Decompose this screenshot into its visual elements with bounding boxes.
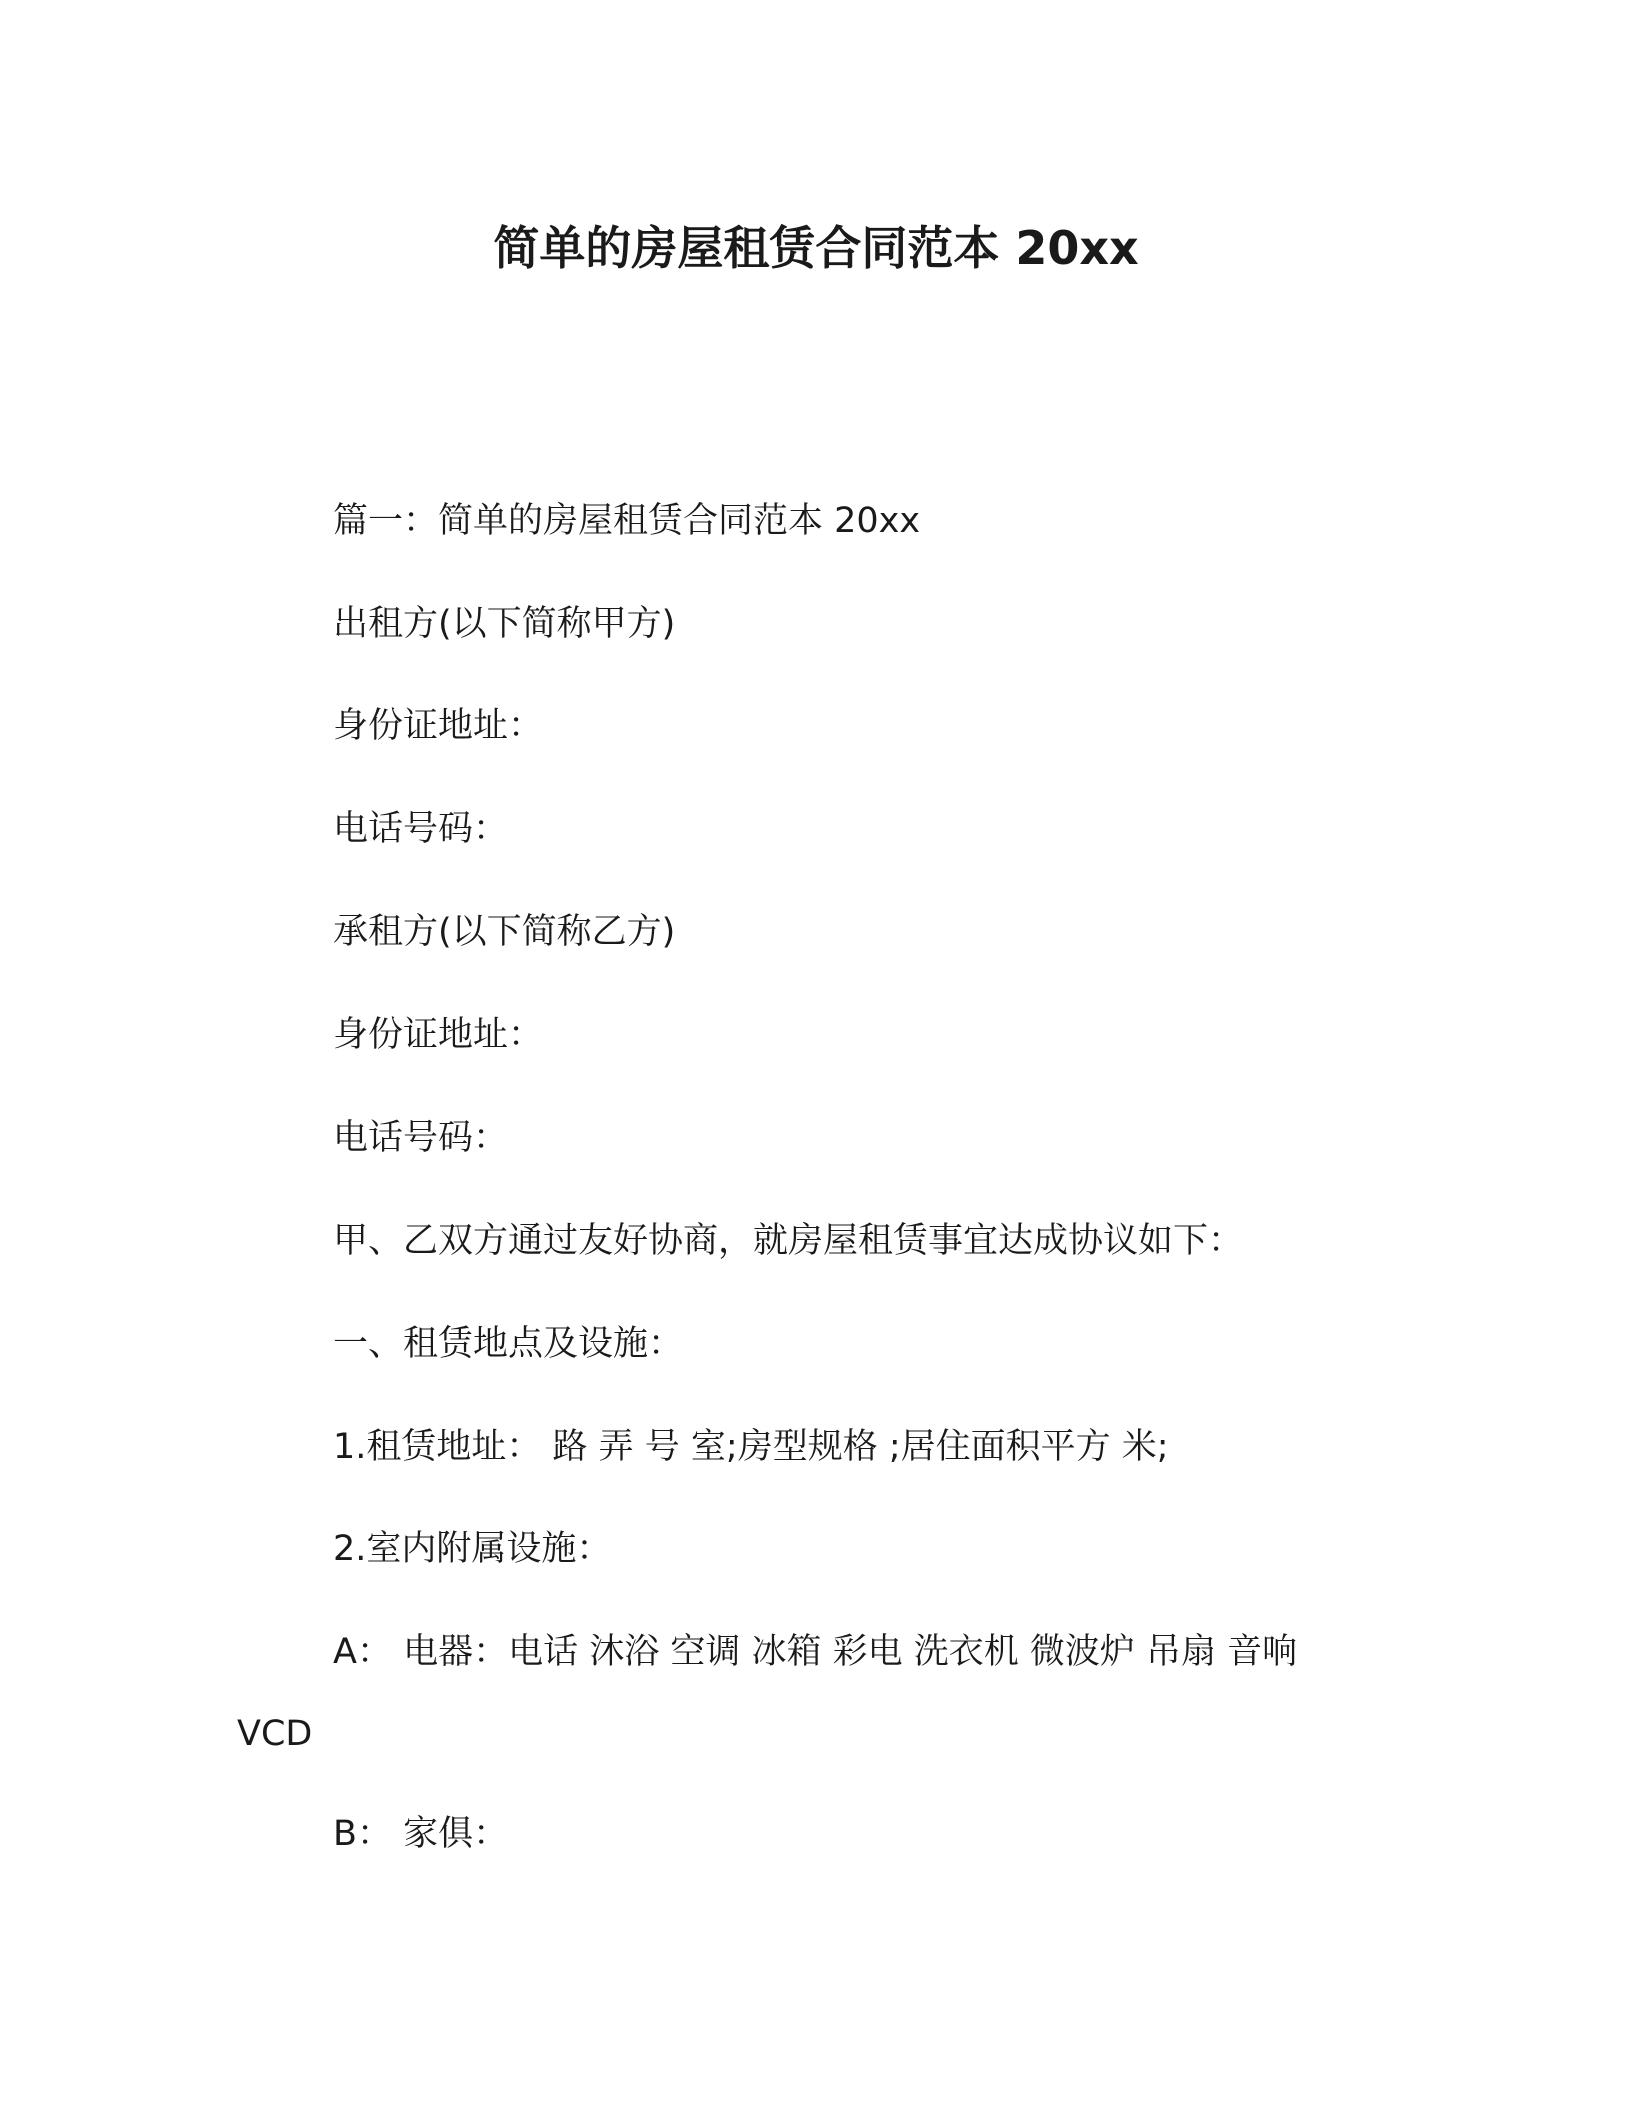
lessee-phone: 电话号码： bbox=[333, 1118, 509, 1158]
agreement-intro: 甲、乙双方通过友好协商，就房屋租赁事宜达成协议如下： bbox=[333, 1221, 1244, 1261]
rental-address: 1.租赁地址： 路 弄 号 室;房型规格 ;居住面积平方 米; bbox=[333, 1427, 1169, 1467]
appliances-line-continued: VCD bbox=[237, 1714, 313, 1754]
lessee-line: 承租方(以下简称乙方) bbox=[333, 912, 676, 952]
furniture-line: B： 家俱： bbox=[333, 1814, 509, 1854]
lessor-line: 出租方(以下简称甲方) bbox=[333, 604, 676, 644]
lessor-id-address: 身份证地址： bbox=[333, 706, 544, 746]
document-title: 简单的房屋租赁合同范本 20xx bbox=[493, 221, 1139, 275]
clause-one-heading: 一、租赁地点及设施： bbox=[333, 1324, 684, 1364]
section-heading: 篇一：简单的房屋租赁合同范本 20xx bbox=[333, 501, 921, 541]
lessee-id-address: 身份证地址： bbox=[333, 1015, 544, 1055]
lessor-phone: 电话号码： bbox=[333, 809, 509, 849]
appliances-line: A： 电器：电话 沐浴 空调 冰箱 彩电 洗衣机 微波炉 吊扇 音响 bbox=[333, 1632, 1298, 1672]
facilities-heading: 2.室内附属设施： bbox=[333, 1529, 612, 1569]
